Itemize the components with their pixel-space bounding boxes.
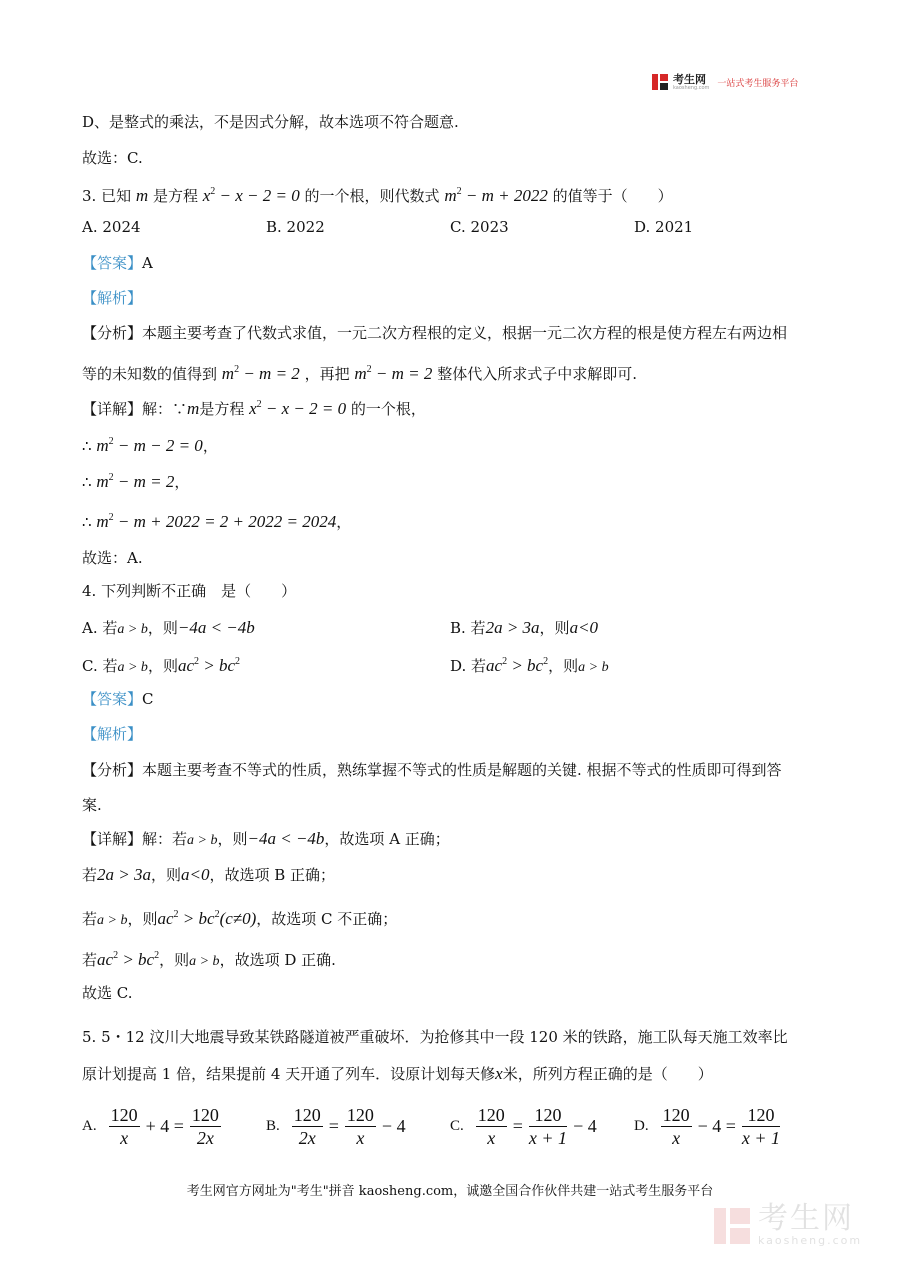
- q4-detail-2: 若2a > 3a，则a<0，故选项 B 正确；: [82, 865, 336, 884]
- q4-option-d: D. 若$ac^2 > bc^2$，则a > b: [450, 656, 609, 675]
- q3-option-d: D. 2021: [634, 218, 694, 236]
- q4-detail-3: 若a > b，则$ac^2 > bc^2(c\ne 0)$，故选项 C 不正确；: [82, 909, 398, 928]
- q3-option-c: C. 2023: [450, 218, 509, 236]
- q4-detail-4: 若$ac^2 > bc^2$，则a > b，故选项 D 正确.: [82, 950, 336, 969]
- q4-jiexi: 【解析】: [82, 725, 143, 743]
- q4-answer: 【答案】C: [82, 690, 154, 708]
- question-4-stem: 4. 下列判断不正确 是（ ）: [82, 582, 297, 600]
- q3-answer: 【答案】A: [82, 254, 153, 272]
- site-logo[interactable]: [651, 73, 798, 91]
- text-line: D、是整式的乘法，不是因式分解，故本选项不符合题意.: [82, 113, 459, 131]
- q4-option-a: A. 若a > b，则−4a < −4b: [82, 618, 255, 637]
- question-5-line-1: 5. 5・12 汶川大地震导致某铁路隧道被严重破坏．为抢修其中一段 120 米的铁路，施工队每天施工效率比: [82, 1028, 788, 1046]
- watermark: [712, 1201, 863, 1247]
- q3-option-a: A. 2024: [82, 218, 141, 236]
- q4-end: 故选 C.: [82, 984, 133, 1002]
- q3-detail-1: 【详解】解：∵m是方程 $x^2 - x - 2 = 0$ 的一个根，: [82, 399, 426, 418]
- text-line: 故选：C.: [82, 149, 143, 167]
- q3-analysis-1: 【分析】本题主要考查了代数式求值，一元二次方程根的定义，根据一元二次方程的根是使方程左右两边相: [82, 324, 788, 342]
- math-expr: $m^2 - m + 2022$: [444, 186, 548, 205]
- q5-option-b: B. $\frac{120}{2x}$ = $\frac{120}{x}$ − 4: [266, 1105, 406, 1148]
- q3-jiexi: 【解析】: [82, 289, 143, 307]
- q4-analysis-2: 案.: [82, 796, 102, 814]
- q3-analysis-2: 等的未知数的值得到 $m^2 - m = 2$ ，再把 $m^2 - m = 2$ 整体代入所求式子中求解即可.: [82, 364, 637, 383]
- q3-end: 故选：A.: [82, 549, 143, 567]
- q4-detail-1: 【详解】解：若a > b，则−4a < −4b，故选项 A 正确；: [82, 829, 450, 848]
- q3-detail-3: ∴ $m^2 - m = 2$，: [82, 472, 190, 491]
- question-5-line-2: 原计划提高 1 倍，结果提前 4 天开通了列车．设原计划每天修x米，所列方程正确的是（ ）: [82, 1064, 713, 1083]
- page-footer: 考生网官方网址为"考生"拼音 kaosheng.com，诚邀全国合作伙伴共建一站式考生服务平台: [186, 1184, 714, 1199]
- q3-detail-2: ∴ $m^2 - m - 2 = 0$，: [82, 436, 218, 455]
- watermark-text: 考生网: [758, 1201, 854, 1236]
- logo-text: 考生网: [673, 72, 706, 86]
- watermark-sub: kaosheng.com: [758, 1234, 863, 1247]
- q4-option-b: B. 若2a > 3a，则a<0: [450, 618, 599, 637]
- q4-option-c: C. 若a > b，则$ac^2 > bc^2$: [82, 656, 241, 675]
- math-expr: $x^2 - x - 2 = 0$: [202, 186, 300, 205]
- q3-detail-4: ∴ $m^2 - m + 2022 = 2 + 2022 = 2024$，: [82, 512, 352, 531]
- question-3-stem: 3. 已知 m 是方程 $x^2 - x - 2 = 0$ 的一个根，则代数式 $m^2 - m + 2022$ 的值等于（ ）: [82, 186, 673, 205]
- logo-mark-icon: [651, 73, 669, 91]
- logo-slogan: 一站式考生服务平台: [717, 78, 799, 89]
- q4-analysis-1: 【分析】本题主要考查不等式的性质，熟练掌握不等式的性质是解题的关键. 根据不等式的性质即可得到答: [82, 761, 782, 779]
- watermark-logo-icon: [712, 1206, 752, 1246]
- math-var: m: [135, 186, 149, 205]
- q5-option-a: A. $\frac{120}{x}$ + 4 = $\frac{120}{2x}$: [82, 1105, 219, 1148]
- q3-option-b: B. 2022: [266, 218, 325, 236]
- logo-sub: kaosheng.com: [673, 84, 710, 91]
- q5-option-c: C. $\frac{120}{x}$ = $\frac{120}{x + 1}$ − 4: [450, 1105, 597, 1148]
- q5-option-d: D. $\frac{120}{x}$ − 4 = $\frac{120}{x + 1}$: [634, 1105, 781, 1148]
